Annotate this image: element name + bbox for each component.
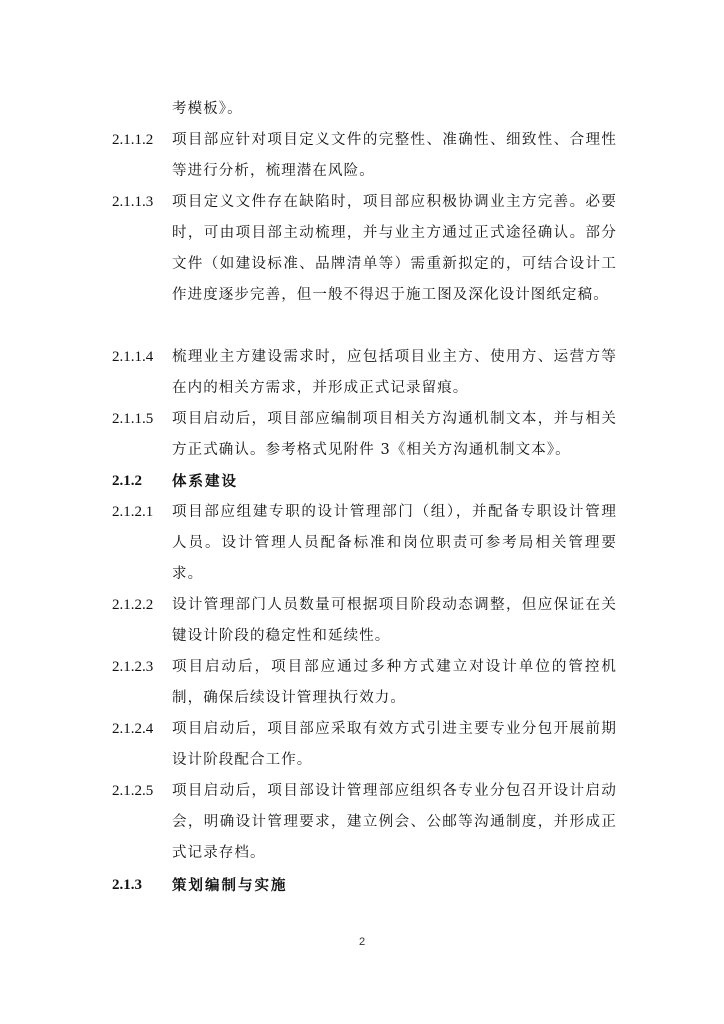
clause-text: 设计管理部门人员数量可根据项目阶段动态调整，但应保证在关键设计阶段的稳定性和延续性。 <box>172 597 617 644</box>
clause-2-1-1-3 <box>112 187 617 311</box>
clause-number: 2.1.2.4 <box>112 721 154 737</box>
clause-number: 2.1.2.3 <box>112 659 154 675</box>
clause-text: 项目启动后，项目部应通过多种方式建立对设计单位的管控机制，确保后续设计管理执行效力。 <box>172 659 617 706</box>
clause-text: 项目部应针对项目定义文件的完整性、准确性、细致性、合理性等进行分析，梳理潜在风险。 <box>172 132 617 179</box>
clause-text: 项目启动后，项目部应采取有效方式引进主要专业分包开展前期设计阶段配合工作。 <box>172 721 617 768</box>
clause-number: 2.1.1.4 <box>112 349 154 365</box>
clause-2-1-2-3 <box>112 652 617 714</box>
clause-2-1-2-1 <box>112 497 617 590</box>
clause-number: 2.1.2.2 <box>112 597 154 613</box>
clause-text: 项目启动后，项目部设计管理部应组织各专业分包召开设计启动会，明确设计管理要求，建立例会、公邮等沟通制度，并形成正式记录存档。 <box>172 783 617 861</box>
clause-text: 项目启动后，项目部应编制项目相关方沟通机制文本，并与相关方正式确认。参考格式见附件 3《相关方沟通机制文本》。 <box>172 411 617 458</box>
section-number: 2.1.2 <box>112 473 142 489</box>
clause-number: 2.1.1.3 <box>112 194 154 210</box>
clause-text: 梳理业主方建设需求时，应包括项目业主方、使用方、运营方等在内的相关方需求，并形成正式记录留痕。 <box>172 349 617 396</box>
clause-number: 2.1.1.2 <box>112 132 154 148</box>
clause-text: 项目定义文件存在缺陷时，项目部应积极协调业主方完善。必要时，可由项目部主动梳理，并与业主方通过正式途径确认。部分文件（如建设标准、品牌清单等）需重新拟定的，可结合设计工作进度逐步完善，但一般不得迟于施工图及深化设计图纸定稿。 <box>172 194 617 303</box>
clause-2-1-2-5 <box>112 776 617 869</box>
section-title: 策划编制与实施 <box>172 877 288 894</box>
section-heading-2-1-3 <box>112 870 617 901</box>
section-title: 体系建设 <box>172 473 238 490</box>
clause-2-1-2-4 <box>112 714 617 776</box>
clause-2-1-1-4 <box>112 342 617 404</box>
clause-number: 2.1.1.5 <box>112 411 154 427</box>
section-number: 2.1.3 <box>112 877 142 893</box>
clause-number: 2.1.2.1 <box>112 504 154 520</box>
clause-number: 2.1.2.5 <box>112 783 154 799</box>
clause-2-1-1-5 <box>112 404 617 466</box>
section-heading-2-1-2 <box>112 466 617 497</box>
page-number: 2 <box>358 936 366 948</box>
clause-text: 项目部应组建专职的设计管理部门（组），并配备专职设计管理人员。设计管理人员配备标准和岗位职责可参考局相关管理要求。 <box>172 504 617 582</box>
clause-2-1-2-2 <box>112 590 617 652</box>
continuation-text: 考模板》。 <box>172 101 243 117</box>
clause-2-1-1-2 <box>112 125 617 187</box>
